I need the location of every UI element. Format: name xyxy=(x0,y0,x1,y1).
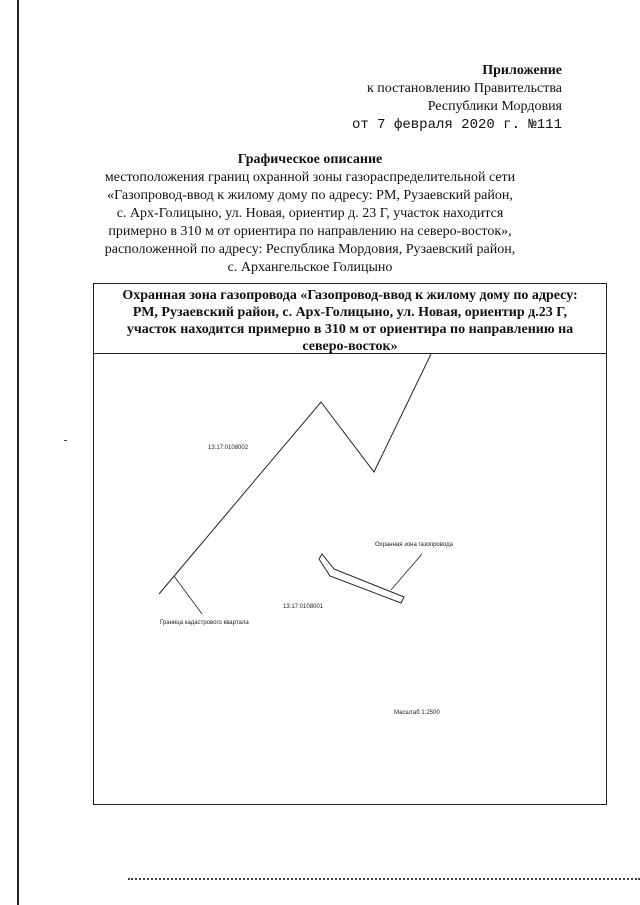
zone-header-line: Охранная зона газопровода «Газопровод-ввод к жилому дому по адресу: xyxy=(122,288,578,303)
zone-header-line: северо-восток» xyxy=(302,339,398,354)
zone-header-line: участок находится примерно в 310 м от ориентира по направлению на xyxy=(126,322,574,337)
approval-line-1: к постановлению Правительства xyxy=(366,81,562,96)
zone-header xyxy=(94,284,606,354)
approval-block xyxy=(302,62,562,134)
description-line: местоположения границ охранной зоны газораспределительной сети xyxy=(104,170,516,185)
scale-label: Масштаб 1:2500 xyxy=(394,710,440,716)
description-title: Графическое описание xyxy=(237,152,383,167)
description-line: «Газопровод-ввод к жилому дому по адресу: РМ, Рузаевский район, xyxy=(107,188,513,203)
map-drawing xyxy=(94,354,606,804)
description-line: с. Архангельское Голицыно xyxy=(227,260,393,275)
graphic-description xyxy=(90,151,530,277)
cadastral-number-2: 13:17:0108001 xyxy=(283,604,324,610)
zone-label: Охранная зона газопровода xyxy=(375,542,453,548)
map-area xyxy=(94,354,606,804)
approval-date: от 7 февраля 2020 г. №111 xyxy=(351,117,562,133)
description-line: примерно в 310 м от ориентира по направлению на северо-восток», xyxy=(108,224,512,239)
stray-mark xyxy=(64,440,67,441)
description-line: с. Арх-Голицыно, ул. Новая, ориентир д. 23 Г, участок находится xyxy=(116,206,504,221)
approval-line-2: Республики Мордовия xyxy=(427,99,562,114)
boundary-leader-line xyxy=(174,576,202,614)
zone-header-line: РМ, Рузаевский район, с. Арх-Голицыно, ул. Новая, ориентир д.23 Г, xyxy=(132,305,568,320)
cadastral-boundary-line xyxy=(159,354,431,594)
bottom-dotted-rule xyxy=(128,878,640,880)
approval-title: Приложение xyxy=(482,63,562,78)
quarter-boundary-label: Граница кадастрового квартала xyxy=(160,620,249,626)
zone-plan-frame xyxy=(93,283,607,805)
protection-zone-polygon xyxy=(319,554,404,603)
description-line: расположенной по адресу: Республика Мордовия, Рузаевский район, xyxy=(104,242,516,257)
cadastral-number-1: 13:17:0108002 xyxy=(208,445,249,451)
zone-leader-line xyxy=(391,554,422,590)
left-margin-line xyxy=(17,0,19,905)
